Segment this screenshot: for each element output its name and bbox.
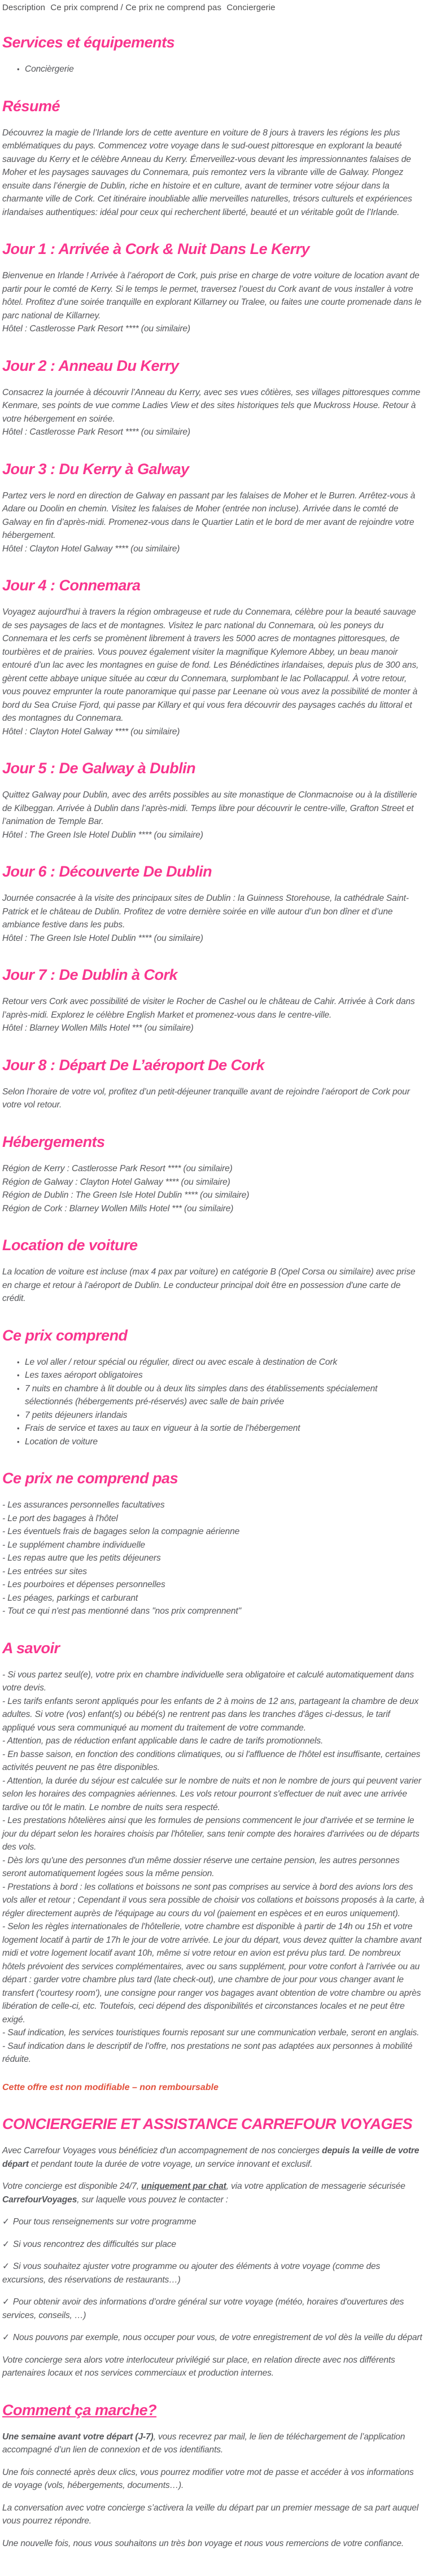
check-text: Si vous rencontrez des difficultés sur place (12, 2239, 176, 2249)
text-run: Avec Carrefour Voyages vous bénéficiez d'un accompagnement de nos concierges (2, 2146, 322, 2156)
text-run: uniquement par chat (141, 2181, 226, 2192)
bullet-icon: • (17, 1384, 20, 1393)
section-heading: Jour 1 : Arrivée à Cork & Nuit Dans Le Kerry (2, 240, 310, 258)
section-heading: Jour 3 : Du Kerry à Galway (2, 460, 189, 477)
section-nav (2, 1, 425, 12)
text-run: , vous recevrez par mail, le lien de téléchargement de l’application accompagné d’un lien de connexion et de vos identifiants. (2, 2432, 405, 2455)
text-run: Hôtel : The Green Isle Hotel Dublin **** (ou similaire) (2, 933, 203, 943)
excluded-line-list (2, 1499, 425, 1618)
hotel-line: Région de Galway : Clayton Hotel Galway **** (ou similaire) (2, 1177, 230, 1187)
section-heading: Jour 2 : Anneau Du Kerry (2, 357, 179, 374)
info-line: - Selon les règles internationales de l'hôtellerie, votre chambre est disponible à partir de 14h ou 15h et votre logement locatif à partir de 17h le jour de votre arrivée. Le jour du départ, vous devez quitter la chambre avant midi et votre logement locatif avant 10h, même si votre retour en avion est prévu plus tard. De nombreux hôtels prévoient des services complémentaires, avec ou sans supplément, pour votre confort à l'arrivée ou au départ : garder votre chambre plus tard (late check-out), une chambre de jour pour vous changer avant le transfert ('courtesy room'), une consigne pour ranger vos bagages avant obtention de votre chambre ou après libération de celle-ci, etc. Toutefois, ceci dépend des disponibilités et circonstances locales et ne peut être exigé. (2, 1922, 422, 2025)
bullet-list (2, 1356, 425, 1449)
check-item (2, 2215, 425, 2229)
excluded-line: - Les assurances personnelles facultatives (2, 1500, 165, 1510)
bullet-icon: • (17, 65, 20, 74)
bullet-item (2, 63, 425, 76)
bullet-icon: • (17, 1371, 20, 1380)
check-text: Pour obtenir avoir des informations d’ordre général sur votre voyage (météo, horaires d'ouvertures des services, conseils, …) (2, 2297, 404, 2320)
text-run: Une nouvelle fois, nous vous souhaitons un très bon voyage et nous vous remercions de votre confiance. (2, 2538, 404, 2548)
text-run: Une semaine avant votre départ (J-7) (2, 2432, 154, 2442)
section-heading: Jour 5 : De Galway à Dublin (2, 760, 196, 777)
paragraph (2, 2354, 425, 2380)
text-run: , sur laquelle vous pouvez le contacter : (77, 2194, 228, 2205)
bullet-text: Location de voiture (25, 1436, 98, 1447)
text-run: Journée consacrée à la visite des principaux sites de Dublin : la Guinness Storehouse, la cathédrale Saint-Patrick et le château de Dublin. Profitez de votre dernière soirée en ville autour d’un bon dîner et d’une ambiance festive dans les pubs. (2, 893, 409, 930)
text-run: Hôtel : The Green Isle Hotel Dublin **** (ou similaire) (2, 830, 203, 840)
excluded-line: - Le supplément chambre individuelle (2, 1540, 145, 1550)
excluded-line: - Les repas autre que les petits déjeuners (2, 1553, 161, 1563)
bullet-icon: • (17, 1357, 20, 1366)
text-run: et pendant toute la durée de votre voyage, un service innovant et exclusif. (28, 2159, 313, 2169)
text-run: Hôtel : Blarney Wollen Mills Hotel *** (ou similaire) (2, 1023, 194, 1033)
section-heading: Services et équipements (2, 34, 175, 51)
bullet-text: 7 petits déjeuners irlandais (25, 1410, 128, 1420)
paragraph (2, 892, 425, 945)
text-run: Hôtel : Castlerosse Park Resort **** (ou similaire) (2, 324, 190, 334)
paragraph (2, 2144, 425, 2171)
bullet-text: Frais de service et taxes au taux en vigueur à la sortie de l’hébergement (25, 1423, 300, 1434)
paragraph (2, 489, 425, 556)
check-text: Pour tous renseignements sur votre programme (12, 2217, 196, 2227)
text-run: Hôtel : Clayton Hotel Galway **** (ou similaire) (2, 544, 180, 554)
hotel-line: Région de Dublin : The Green Isle Hotel Dublin **** (ou similaire) (2, 1190, 250, 1201)
text-run: Voyagez aujourd'hui à travers la région ombrageuse et rude du Connemara, célèbre pour la beauté sauvage de ses paysages de lacs et de montagnes. Visitez le parc national du Connemara, où les poneys du Connemara et les cerfs se promènent librement à travers les 5000 acres de montagnes pittoresques, de tourbières et de prairies. Vous pouvez également visiter la magnifique Kylemore Abbey, un beau manoir entouré d’un lac avec les montagnes en guise de fond. Les Bénédictines irlandaises, depuis plus de 300 ans, gèrent cette abbaye unique située au cœur du Connemara, surplombant le lac Pollacappul. À votre retour, vous pouvez emprunter la route panoramique qui passe par Leenane où vous avez la possibilité de monter à bord du Sea Cruise Fjord, qui passe par Killary et qui vous fera découvrir des paysages cachés du littoral et des montagnes du Connemara. (2, 607, 419, 724)
info-line: - Attention, pas de réduction enfant applicable dans le cadre de tarifs promotionnels. (2, 1736, 324, 1746)
paragraph (2, 2537, 425, 2551)
section-heading: Location de voiture (2, 1237, 138, 1254)
paragraph (2, 2430, 425, 2457)
text-run: Consacrez la journée à découvrir l’Anneau du Kerry, avec ses vues côtières, ses villages pittoresques comme Kenmare, ses points de vue comme Ladies View et des sites historiques tels que Muckross House. Retour à votre hébergement en soirée. (2, 387, 421, 424)
section-heading: A savoir (2, 1639, 60, 1657)
text-run: depuis la veille de votre départ (2, 2146, 420, 2169)
bullet-item (2, 1356, 425, 1369)
check-item (2, 2295, 425, 2322)
tab-prix[interactable]: Ce prix comprend / Ce prix ne comprend pas (50, 3, 222, 12)
check-text: Si vous souhaitez ajuster votre programme ou ajouter des éléments à votre voyage (comme des excursions, des réservations de restaurants…) (2, 2262, 381, 2285)
section-heading: Hébergements (2, 1133, 105, 1150)
section-heading: Jour 8 : Départ De L’aéroport De Cork (2, 1056, 265, 1074)
paragraph (2, 2466, 425, 2492)
info-line: - Dès lors qu'une des personnes d'un même dossier réserve une certaine pension, les autres personnes seront automatiquement logées sous la même pension. (2, 1855, 400, 1879)
paragraph (2, 1085, 425, 1112)
text-run: Hôtel : Castlerosse Park Resort **** (ou similaire) (2, 427, 190, 437)
tab-conciergerie[interactable]: Conciergerie (226, 3, 276, 12)
bullet-icon: • (17, 1424, 20, 1433)
info-line: - Attention, la durée du séjour est calculée sur le nombre de nuits et non le nombre de jours qui peuvent varier selon les horaires des compagnies aériennes. Les vols retour pourront s'effectuer de nuit avec une arrivée tardive ou tôt le matin. Le nombre de nuits sera respecté. (2, 1776, 421, 1812)
excluded-line: - Tout ce qui n'est pas mentionné dans "nos prix comprennent" (2, 1606, 242, 1616)
section-heading: Comment ça marche? (2, 2401, 157, 2419)
text-run: CarrefourVoyages (2, 2194, 77, 2205)
check-icon: ✓ (2, 2297, 10, 2307)
bullet-item (2, 1369, 425, 1382)
info-line-list (2, 1668, 425, 2066)
paragraph (2, 995, 425, 1035)
info-line: - Sauf indication, les services touristiques fournis reposant sur une communication verbale, seront en anglais. (2, 2028, 420, 2038)
text-run: Une fois connecté après deux clics, vous pourrez modifier votre mot de passe et accéder à vos informations de voyage (vols, hébergements, documents…). (2, 2467, 414, 2491)
paragraph (2, 269, 425, 336)
excluded-line: - Le port des bagages à l'hôtel (2, 1513, 118, 1523)
check-icon: ✓ (2, 2262, 10, 2272)
paragraph (2, 126, 425, 220)
bullet-item (2, 1435, 425, 1449)
info-line: - Prestations à bord : les collations et boissons ne sont pas comprises au service à bord des avions lors des vols aller et retour ; Cependant il vous sera possible de choisir vos collations et boissons proposés à la carte, à régler directement auprès de l'équipage au cours du vol (paiement en espèces et en euros uniquement). (2, 1882, 425, 1918)
bullet-icon: • (17, 1410, 20, 1420)
paragraph (2, 2180, 425, 2206)
bullet-text: 7 nuits en chambre à lit double ou à deux lits simples dans des établissements spécialement sélectionnés (hébergements pré-réservés) avec salle de bain privée (25, 1383, 378, 1407)
text-run: Votre concierge est disponible 24/7, (2, 2181, 142, 2192)
paragraph (2, 2501, 425, 2528)
section-heading: Jour 4 : Connemara (2, 577, 141, 594)
text-run: Bienvenue en Irlande ! Arrivée à l’aéroport de Cork, puis prise en charge de votre voiture de location avant de partir pour le comté de Kerry. Si le temps le permet, traversez l’ouest du Cork avant de vous installer à votre hôtel. Profitez d’une soirée tranquille en explorant Killarney ou Tralee, ou faites une courte promenade dans le parc national de Killarney. (2, 271, 422, 321)
info-line: - En basse saison, en fonction des conditions climatiques, ou si l'affluence de l'hôtel est insuffisante, certaines activités peuvent ne pas être disponibles. (2, 1749, 421, 1773)
check-item (2, 2238, 425, 2251)
section-heading: Ce prix ne comprend pas (2, 1470, 178, 1487)
excluded-line: - Les péages, parkings et carburant (2, 1593, 138, 1603)
excluded-line: - Les éventuels frais de bagages selon la compagnie aérienne (2, 1527, 240, 1537)
paragraph (2, 788, 425, 842)
tab-description[interactable]: Description (2, 3, 46, 12)
check-item (2, 2331, 425, 2345)
check-text: Nous pouvons par exemple, nous occuper pour vous, de votre enregistrement de vol dès la veille du départ (12, 2333, 422, 2343)
text-run: , via votre application de messagerie sécurisée (226, 2181, 405, 2192)
text-run: Découvrez la magie de l’Irlande lors de cette aventure en voiture de 8 jours à travers les régions les plus emblématiques du pays. Commencez votre voyage dans le sud-ouest pittoresque en explorant la beauté sauvage du Kerry et le célèbre Anneau du Kerry. Émerveillez-vous devant les impressionnantes falaises de Moher et les paysages sauvages du Connemara, puis remontez vers la vibrante ville de Galway. Plongez ensuite dans l’énergie de Dublin, riche en histoire et en culture, avant de terminer votre séjour dans la charmante ville de Cork. Cet itinéraire inoubliable allie merveilles naturelles, trésors culturels et expériences irlandaises authentiques: idéal pour ceux qui recherchent liberté, beauté et un véritable goût de l’Irlande. (2, 128, 412, 217)
info-line: - Si vous partez seul(e), votre prix en chambre individuelle sera obligatoire et calculé automatiquement dans votre devis. (2, 1670, 414, 1693)
text-run: Quittez Galway pour Dublin, avec des arrêts possibles au site monastique de Clonmacnoise ou à la distillerie de Kilbeggan. Arrivée à Dublin dans l’après-midi. Temps libre pour découvrir le centre-ville, Grafton Street et l’animation de Temple Bar. (2, 790, 417, 827)
info-line: - Sauf indication dans le descriptif de l’offre, nos prestations ne sont pas adaptées aux personnes à mobilité réduite. (2, 2041, 413, 2065)
bullet-item (2, 1422, 425, 1435)
text-run: La location de voiture est incluse (max 4 pax par voiture) en catégorie B (Opel Corsa ou similaire) avec prise en charge et retour à l'aéroport de Dublin. Le conducteur principal doit être en possession d'une carte de crédit. (2, 1267, 416, 1304)
check-item (2, 2260, 425, 2286)
section-heading: Jour 7 : De Dublin à Cork (2, 966, 178, 984)
excluded-line: - Les entrées sur sites (2, 1566, 87, 1576)
bullet-icon: • (17, 1437, 20, 1446)
info-line: - Les tarifs enfants seront appliqués pour les enfants de 2 à moins de 12 ans, partageant la chambre de deux adultes. Si votre (vos) enfant(s) ou bébé(s) ne rentrent pas dans les tranches d'âges ci-dessus, le tarif appliqué vous sera communiqué au moment du traitement de votre commande. (2, 1696, 419, 1733)
bullet-item (2, 1409, 425, 1422)
document-body (2, 34, 425, 2550)
paragraph (2, 386, 425, 439)
check-icon: ✓ (2, 2217, 10, 2227)
paragraph (2, 1265, 425, 1305)
excluded-line: - Les pourboires et dépenses personnelles (2, 1580, 165, 1590)
bullet-text: Concièrgerie (25, 64, 74, 75)
check-icon: ✓ (2, 2239, 10, 2249)
text-run: Votre concierge sera alors votre interlocuteur privilégié sur place, en relation directe avec nos différents partenaires locaux et nos services commerciaux et production internes. (2, 2355, 395, 2378)
section-heading: Jour 6 : Découverte De Dublin (2, 863, 212, 880)
text-run: La conversation avec votre concierge s’activera la veille du départ par un premier message de sa part auquel vous pourrez répondre. (2, 2503, 419, 2526)
text-run: Partez vers le nord en direction de Galway en passant par les falaises de Moher et le Burren. Arrêtez-vous à Adare ou Doolin en chemin. Visitez les falaises de Moher (entrée non incluse). Arrivée dans le comté de Galway en fin d’après-midi. Promenez-vous dans le Quartier Latin et le bord de mer avant de rejoindre votre hébergement. (2, 490, 416, 541)
hotel-line: Région de Cork : Blarney Wollen Mills Hotel *** (ou similaire) (2, 1203, 234, 1213)
paragraph (2, 606, 425, 738)
text-run: Selon l’horaire de votre vol, profitez d’un petit-déjeuner tranquille avant de rejoindre l’aéroport de Cork pour votre vol retour. (2, 1087, 410, 1110)
section-heading: Ce prix comprend (2, 1326, 128, 1344)
bullet-item (2, 1382, 425, 1409)
bullet-text: Le vol aller / retour spécial ou régulier, direct ou avec escale à destination de Cork (25, 1357, 338, 1367)
text-run: Retour vers Cork avec possibilité de visiter le Rocher de Cashel ou le château de Cahir. Arrivée à Cork dans l’après-midi. Explorez le célèbre English Market et promenez-vous dans le centre-ville. (2, 997, 415, 1020)
text-run: Hôtel : Clayton Hotel Galway **** (ou similaire) (2, 726, 180, 737)
hotel-line: Région de Kerry : Castlerosse Park Resort **** (ou similaire) (2, 1164, 233, 1174)
section-heading: Résumé (2, 97, 60, 115)
info-line: - Les prestations hôtelières ainsi que les formules de pensions commencent le jour d'arrivée et se termine le jour du départ selon les horaires choisis par l'hôtelier, sans tenir compte des horaires d'arrivées ou de départs des vols. (2, 1816, 420, 1852)
bullet-text: Les taxes aéroport obligatoires (25, 1370, 143, 1381)
check-icon: ✓ (2, 2333, 10, 2343)
non-refundable-note: Cette offre est non modifiable – non remboursable (2, 2082, 219, 2092)
bullet-list (2, 63, 425, 76)
hotel-line-list (2, 1162, 425, 1215)
section-heading: CONCIERGERIE ET ASSISTANCE CARREFOUR VOYAGES (2, 2115, 413, 2133)
